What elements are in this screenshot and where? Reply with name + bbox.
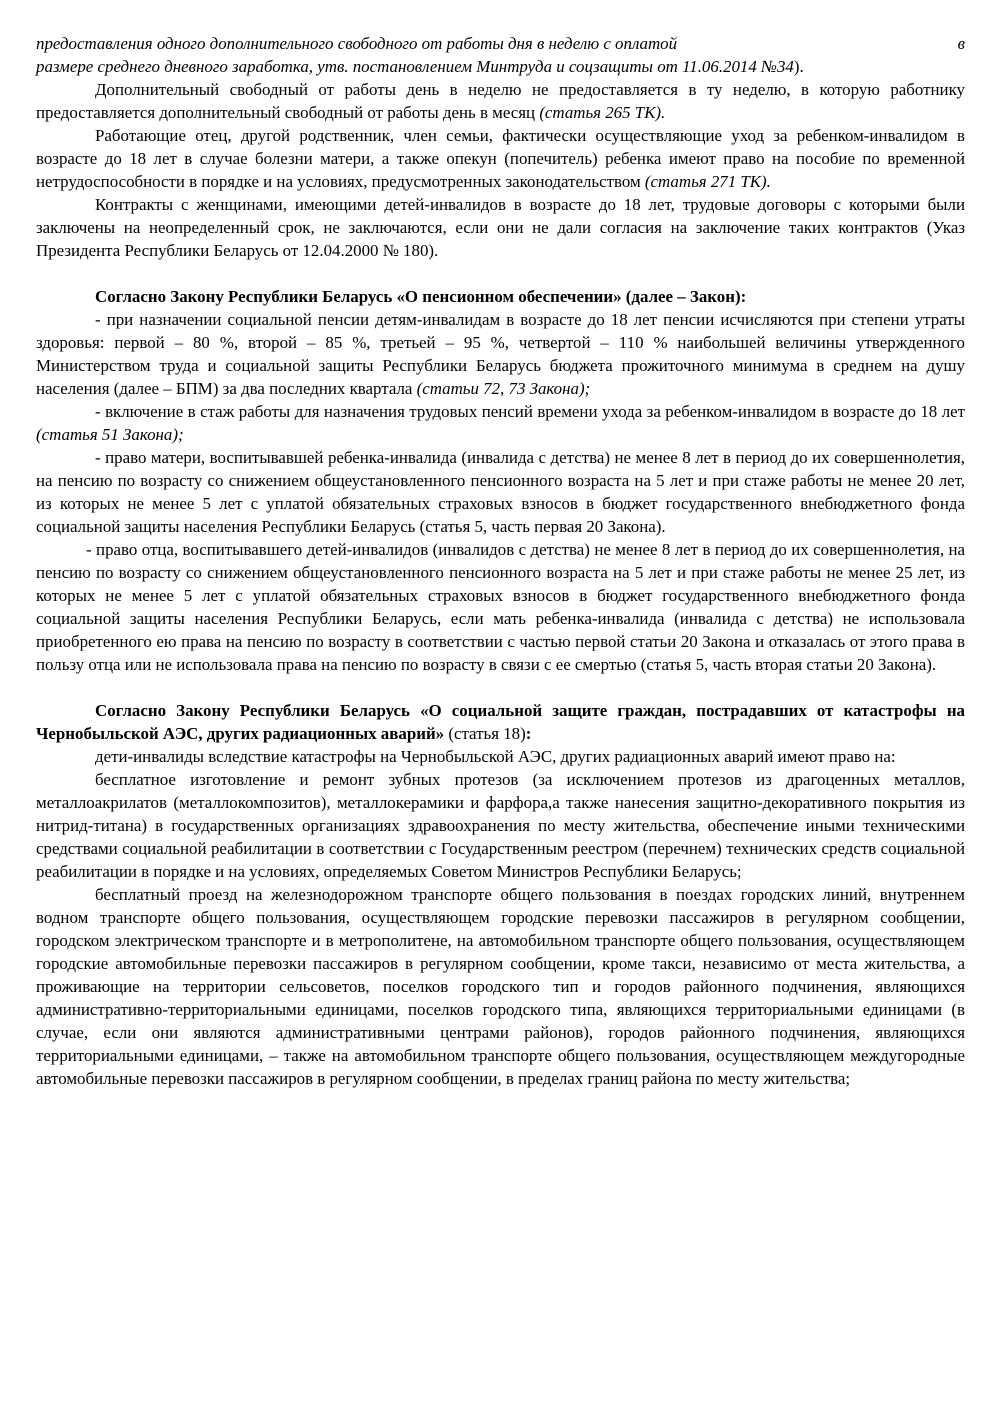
paragraph-day-off (36, 78, 965, 124)
pension-item-4-text: - право отца, воспитывавшего детей-инвалидов (инвалидов с детства) не менее 8 лет в период до их совершеннолетия, на пенсию по возрасту со снижением общеустановленного пенсионного возраста на 5 лет и при стаже работы не менее 25 лет, из которых не менее 5 лет с уплатой обязательных страховых взносов в бюджет государственного внебюджетного фонда социальной защиты населения Республики Беларусь, если мать ребенка-инвалида (инвалида с детства) не использовала приобретенного ею права на пенсию по возрасту в соответствии с частью первой статьи 20 Закона и отказалась от этого права в пользу отца или не использовала права на пенсию по возрасту в связи с ее смертью (статья 5, часть вторая статьи 20 Закона). (36, 540, 965, 674)
pension-item-3 (36, 446, 965, 538)
chernobyl-intro: дети-инвалиды вследствие катастрофы на Чернобыльской АЭС, других радиационных аварий имеют право на: (95, 747, 896, 766)
paragraph-day-off-text: Дополнительный свободный от работы день в неделю не предоставляется в ту неделю, в которую работнику предоставляется дополнительный свободный от работы день в месяц (36, 80, 965, 122)
section-chernobyl-heading-ref: (статья 18) (444, 724, 526, 743)
pension-item-1-ref: (статьи 72, 73 Закона); (416, 379, 591, 398)
pension-item-1 (36, 308, 965, 400)
paragraph-contracts (36, 193, 965, 262)
paragraph-father-benefit-text: Работающие отец, другой родственник, член семьи, фактически осуществляющие уход за ребенком-инвалидом в возрасте до 18 лет в случае болезни матери, а также опекун (попечитель) ребенка имеют право на пособие по временной нетрудоспособности в порядке и на условиях, предусмотренных законодательством (36, 126, 965, 191)
section-chernobyl-heading-end: : (525, 724, 532, 743)
section-pension-heading: Согласно Закону Республики Беларусь «О пенсионном обеспечении» (далее – Закон): (95, 287, 747, 306)
paragraph-father-benefit-ref: (статья 271 ТК). (644, 172, 771, 191)
pension-item-3-text: - право матери, воспитывавшей ребенка-инвалида (инвалида с детства) не менее 8 лет в период до их совершеннолетия, на пенсию по возрасту со снижением общеустановленного пенсионного возраста на 5 лет и при стаже работы не менее 20 лет, из которых не менее 5 лет с уплатой обязательных страховых взносов в бюджет государственного внебюджетного фонда социальной защиты населения Республики Беларусь (статья 5, часть первая 20 Закона). (36, 448, 965, 536)
pension-item-2-text: - включение в стаж работы для назначения трудовых пенсий времени ухода за ребенком-инвалидом в возрасте до 18 лет (95, 402, 965, 421)
intro-line-1 (36, 32, 965, 55)
intro-line-1-left: предоставления одного дополнительного свободного от работы дня в неделю с оплатой (36, 34, 678, 53)
intro-line-2 (36, 55, 965, 78)
paragraph-father-benefit (36, 124, 965, 193)
paragraph-contracts-text: Контракты с женщинами, имеющими детей-инвалидов в возрасте до 18 лет, трудовые договоры с которыми были заключены на неопределенный срок, не заключаются, если они не дали согласия на заключение таких контрактов (Указ Президента Республики Беларусь от 12.04.2000 № 180). (36, 195, 965, 260)
chernobyl-item-transport: бесплатный проезд на железнодорожном транспорте общего пользования в поездах городских линий, внутреннем водном транспорте общего пользования, осуществляющем городские перевозки пассажиров в регулярном сообщении, городском электрическом транспорте и в метрополитене, на автомобильном транспорте общего пользования, осуществляющем городские автомобильные перевозки пассажиров в регулярном сообщении, кроме такси, независимо от места жительства, а проживающие на территории сельсоветов, поселков городского тип и городов районного подчинения, являющихся административно-территориальными единицами, поселков городского типа, являющихся территориальными единицами (в случае, если они являются административными центрами районов), городов районного подчинения, являющихся территориальными единицами, – также на автомобильном транспорте общего пользования, осуществляющем междугородные автомобильные перевозки пассажиров в регулярном сообщении, в пределах границ района по месту жительства; (36, 885, 965, 1088)
section-chernobyl-heading-text: Согласно Закону Республики Беларусь «О социальной защите граждан, пострадавших от катастрофы на Чернобыльской АЭС, других радиационных аварий» (36, 701, 965, 743)
pension-item-2 (36, 400, 965, 446)
section-gap (36, 676, 965, 699)
paragraph-day-off-ref: (статья 265 ТК). (539, 103, 666, 122)
section-gap (36, 262, 965, 285)
pension-item-1-text: - при назначении социальной пенсии детям-инвалидам в возрасте до 18 лет пенсии исчисляются при степени утраты здоровья: первой – 80 %, второй – 85 %, третьей – 95 %, четвертой – 110 % наибольшей величины утвержденного Министерством труда и социальной защиты Республики Беларусь бюджета прожиточного минимума в среднем на душу населения (далее – БПМ) за два последних квартала (36, 310, 965, 398)
chernobyl-item-dental: бесплатное изготовление и ремонт зубных протезов (за исключением протезов из драгоценных металлов, металлоакрилатов (металлокомпозитов), металлокерамики и фарфора,а также нанесения защитно-декоративного покрытия из нитрид-титана) в государственных организациях здравоохранения по месту жительства, обеспечение иными техническими средствами социальной реабилитации в соответствии с Государственным реестром (перечнем) технических средств социальной реабилитации в порядке и на условиях, определяемых Советом Министров Республики Беларусь; (36, 770, 965, 881)
document-body (36, 32, 965, 1090)
intro-line-2-end: ). (793, 57, 804, 76)
intro-line-1-right: в (957, 34, 965, 53)
pension-item-4 (36, 538, 965, 676)
section-chernobyl-heading (36, 699, 965, 745)
pension-item-2-ref: (статья 51 Закона); (36, 425, 184, 444)
intro-line-2-text: размере среднего дневного заработка, утв. постановлением Минтруда и соцзащиты от 11.06.2014 №34 (36, 57, 794, 76)
